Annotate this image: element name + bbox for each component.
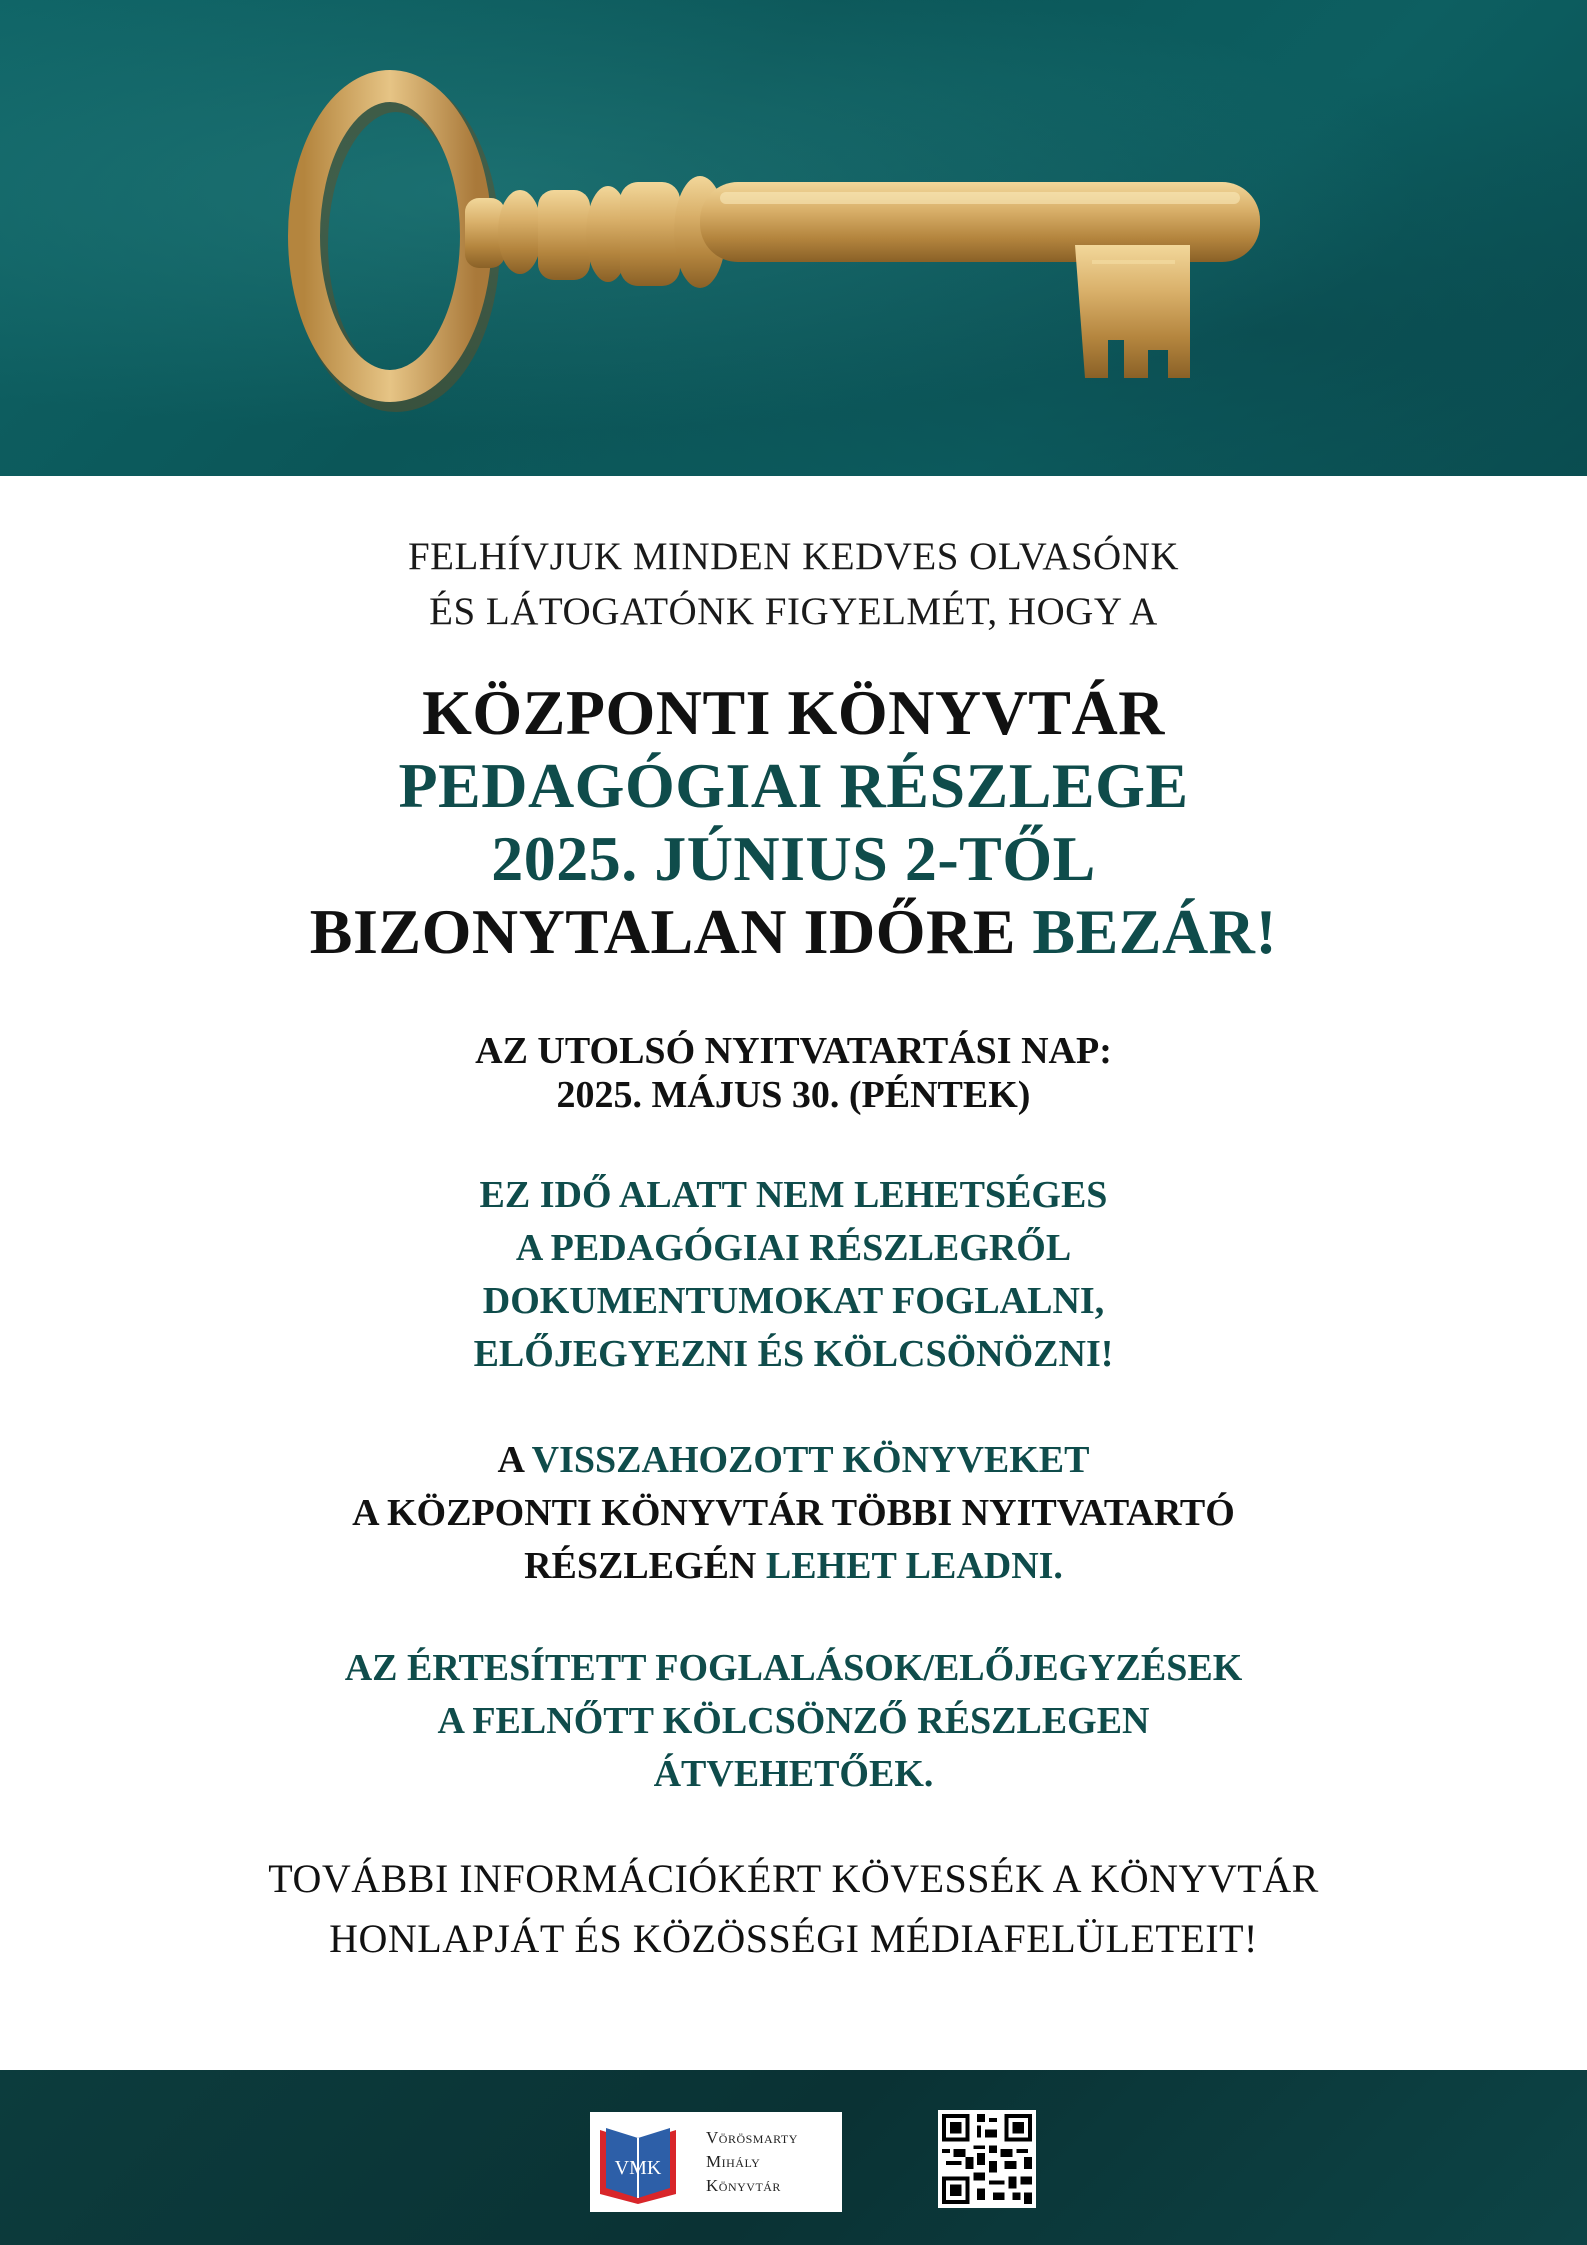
last-day-line-2: 2025. MÁJUS 30. (PÉNTEK)	[556, 1074, 1031, 1116]
notice-line-1: EZ IDŐ ALATT NEM LEHETSÉGES	[479, 1174, 1108, 1216]
headline-line-4	[0, 895, 1587, 968]
notice-content	[0, 476, 1587, 2070]
logo-line-3: Könyvtár	[706, 2176, 781, 2195]
returns-line-1-a: A	[497, 1439, 532, 1481]
notice-line-4: ELŐJEGYEZNI ÉS KÖLCSÖNÖZNI!	[473, 1333, 1114, 1375]
last-opening-day	[0, 1029, 1587, 1117]
headline-line-3: 2025. JÚNIUS 2-TŐL	[491, 823, 1096, 894]
pickup-notice	[0, 1642, 1587, 1801]
book-logo-icon	[596, 2120, 680, 2204]
pickup-line-1: AZ ÉRTESÍTETT FOGLALÁSOK/ELŐJEGYZÉSEK	[344, 1647, 1243, 1689]
pickup-line-2: A FELNŐTT KÖLCSÖNZŐ RÉSZLEGEN	[437, 1700, 1150, 1742]
headline-line-4-b: BEZÁR!	[1032, 896, 1278, 967]
returns-line-3	[0, 1540, 1587, 1593]
hero-banner	[0, 0, 1587, 476]
notice-line-2: A PEDAGÓGIAI RÉSZLEGRŐL	[515, 1227, 1072, 1269]
intro-line-1: FELHÍVJUK MINDEN KEDVES OLVASÓNK	[407, 535, 1180, 578]
headline-line-1: KÖZPONTI KÖNYVTÁR	[422, 677, 1165, 748]
logo-initials: VMK	[614, 2157, 662, 2179]
intro-text	[0, 529, 1587, 639]
last-day-line-1: AZ UTOLSÓ NYITVATARTÁSI NAP:	[475, 1030, 1112, 1072]
returns-line-3-b: LEHET LEADNI.	[765, 1545, 1063, 1587]
returns-line-1	[0, 1434, 1587, 1487]
intro-line-2: ÉS LÁTOGATÓNK FIGYELMÉT, HOGY A	[429, 590, 1158, 633]
logo-line-2: Mihály	[706, 2152, 761, 2171]
returns-line-2: A KÖZPONTI KÖNYVTÁR TÖBBI NYITVATARTÓ	[352, 1492, 1235, 1534]
notice-line-3: DOKUMENTUMOKAT FOGLALNI,	[482, 1280, 1105, 1322]
logo-wordmark	[706, 2126, 836, 2198]
restriction-notice	[0, 1169, 1587, 1381]
headline-line-2: PEDAGÓGIAI RÉSZLEGE	[398, 750, 1189, 821]
footer-banner	[0, 2070, 1587, 2245]
more-info	[0, 1849, 1587, 1969]
info-line-2: HONLAPJÁT ÉS KÖZÖSSÉGI MÉDIAFELÜLETEIT!	[329, 1916, 1258, 1961]
golden-key-icon	[0, 0, 1587, 476]
returns-line-3-a: RÉSZLEGÉN	[524, 1545, 766, 1587]
headline-line-4-a: BIZONYTALAN IDŐRE	[309, 896, 1033, 967]
pickup-line-3: ÁTVEHETŐEK.	[653, 1753, 934, 1795]
logo-line-1: Vörösmarty	[706, 2128, 798, 2147]
returns-notice	[0, 1434, 1587, 1593]
qr-code-icon[interactable]	[938, 2110, 1036, 2208]
returns-line-1-b: VISSZAHOZOTT KÖNYVEKET	[531, 1439, 1090, 1481]
info-line-1: TOVÁBBI INFORMÁCIÓKÉRT KÖVESSÉK A KÖNYVTÁR	[268, 1856, 1319, 1901]
headline	[0, 676, 1587, 968]
library-logo	[590, 2112, 842, 2212]
